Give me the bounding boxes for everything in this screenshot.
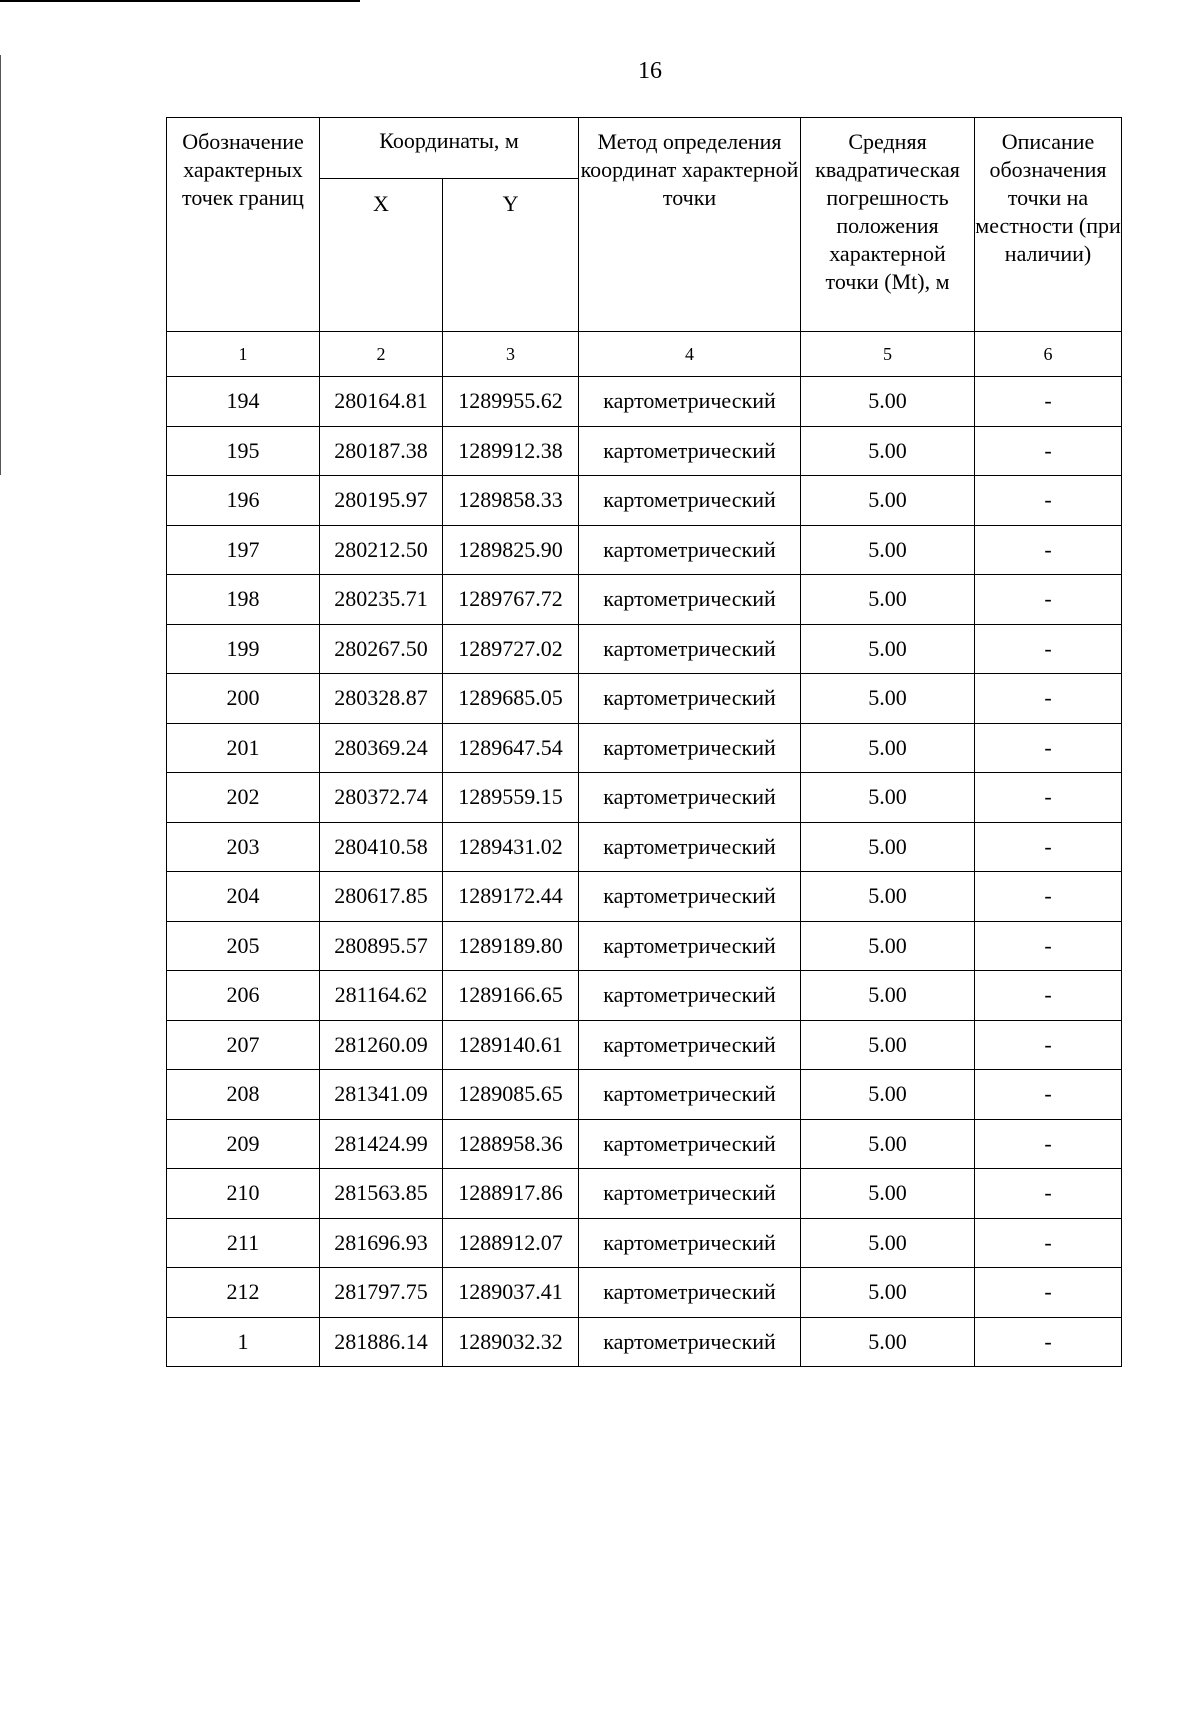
cell-error: 5.00	[801, 1317, 975, 1367]
cell-description: -	[975, 921, 1122, 971]
cell-description: -	[975, 1268, 1122, 1318]
cell-method: картометрический	[579, 971, 801, 1021]
table-row	[167, 921, 1122, 971]
cell-error: 5.00	[801, 624, 975, 674]
cell-y: 1289172.44	[443, 872, 579, 922]
cell-x: 280369.24	[320, 723, 443, 773]
column-number: 2	[320, 332, 443, 377]
cell-x: 280187.38	[320, 426, 443, 476]
header-method: Метод определения координат характерной точки	[579, 118, 801, 332]
cell-point: 208	[167, 1070, 320, 1120]
cell-method: картометрический	[579, 1119, 801, 1169]
table-row	[167, 1317, 1122, 1367]
cell-method: картометрический	[579, 476, 801, 526]
column-number: 1	[167, 332, 320, 377]
cell-error: 5.00	[801, 1070, 975, 1120]
cell-method: картометрический	[579, 624, 801, 674]
cell-point: 1	[167, 1317, 320, 1367]
column-number-row	[167, 332, 1122, 377]
cell-point: 198	[167, 575, 320, 625]
cell-point: 209	[167, 1119, 320, 1169]
table-row	[167, 822, 1122, 872]
scan-edge-left	[0, 55, 1, 475]
cell-x: 281797.75	[320, 1268, 443, 1318]
cell-description: -	[975, 1317, 1122, 1367]
column-number: 4	[579, 332, 801, 377]
cell-description: -	[975, 525, 1122, 575]
cell-description: -	[975, 723, 1122, 773]
table-row	[167, 575, 1122, 625]
cell-description: -	[975, 1070, 1122, 1120]
cell-x: 281341.09	[320, 1070, 443, 1120]
cell-y: 1289037.41	[443, 1268, 579, 1318]
table-row	[167, 1119, 1122, 1169]
cell-method: картометрический	[579, 1020, 801, 1070]
cell-point: 199	[167, 624, 320, 674]
scan-edge-top	[0, 0, 360, 2]
cell-x: 281260.09	[320, 1020, 443, 1070]
cell-method: картометрический	[579, 525, 801, 575]
cell-description: -	[975, 971, 1122, 1021]
column-number: 6	[975, 332, 1122, 377]
cell-point: 197	[167, 525, 320, 575]
cell-method: картометрический	[579, 921, 801, 971]
cell-method: картометрический	[579, 1070, 801, 1120]
cell-y: 1289858.33	[443, 476, 579, 526]
cell-method: картометрический	[579, 1317, 801, 1367]
cell-error: 5.00	[801, 1020, 975, 1070]
cell-description: -	[975, 773, 1122, 823]
cell-description: -	[975, 624, 1122, 674]
cell-x: 281164.62	[320, 971, 443, 1021]
cell-x: 280617.85	[320, 872, 443, 922]
cell-description: -	[975, 872, 1122, 922]
cell-y: 1288917.86	[443, 1169, 579, 1219]
cell-y: 1289431.02	[443, 822, 579, 872]
cell-description: -	[975, 674, 1122, 724]
cell-error: 5.00	[801, 773, 975, 823]
cell-description: -	[975, 1119, 1122, 1169]
cell-method: картометрический	[579, 1169, 801, 1219]
cell-y: 1289727.02	[443, 624, 579, 674]
cell-point: 196	[167, 476, 320, 526]
cell-y: 1289032.32	[443, 1317, 579, 1367]
cell-method: картометрический	[579, 872, 801, 922]
cell-description: -	[975, 822, 1122, 872]
cell-point: 204	[167, 872, 320, 922]
cell-point: 201	[167, 723, 320, 773]
cell-point: 210	[167, 1169, 320, 1219]
cell-y: 1289559.15	[443, 773, 579, 823]
cell-y: 1288958.36	[443, 1119, 579, 1169]
cell-error: 5.00	[801, 426, 975, 476]
table-row	[167, 525, 1122, 575]
cell-description: -	[975, 1169, 1122, 1219]
cell-point: 211	[167, 1218, 320, 1268]
cell-method: картометрический	[579, 773, 801, 823]
table-row	[167, 1169, 1122, 1219]
column-number: 5	[801, 332, 975, 377]
table-row	[167, 872, 1122, 922]
cell-point: 203	[167, 822, 320, 872]
table-row	[167, 476, 1122, 526]
cell-y: 1289140.61	[443, 1020, 579, 1070]
table-row	[167, 773, 1122, 823]
cell-error: 5.00	[801, 1218, 975, 1268]
table-row	[167, 1070, 1122, 1120]
table-row	[167, 624, 1122, 674]
cell-error: 5.00	[801, 872, 975, 922]
cell-error: 5.00	[801, 575, 975, 625]
header-coordinates: Координаты, м	[320, 118, 579, 179]
cell-point: 212	[167, 1268, 320, 1318]
cell-x: 280372.74	[320, 773, 443, 823]
cell-x: 281696.93	[320, 1218, 443, 1268]
cell-error: 5.00	[801, 822, 975, 872]
cell-y: 1289912.38	[443, 426, 579, 476]
cell-point: 207	[167, 1020, 320, 1070]
header-point-designation: Обозначение характерных точек границ	[167, 118, 320, 332]
cell-method: картометрический	[579, 723, 801, 773]
cell-y: 1289647.54	[443, 723, 579, 773]
cell-y: 1289166.65	[443, 971, 579, 1021]
cell-y: 1289767.72	[443, 575, 579, 625]
cell-method: картометрический	[579, 377, 801, 427]
table-body	[167, 377, 1122, 1367]
cell-point: 205	[167, 921, 320, 971]
cell-x: 281886.14	[320, 1317, 443, 1367]
cell-error: 5.00	[801, 921, 975, 971]
cell-method: картометрический	[579, 1268, 801, 1318]
cell-description: -	[975, 426, 1122, 476]
cell-x: 280195.97	[320, 476, 443, 526]
cell-description: -	[975, 1020, 1122, 1070]
table-row	[167, 971, 1122, 1021]
header-error: Средняя квадратическая погрешность положения характерной точки (Mt), м	[801, 118, 975, 332]
cell-error: 5.00	[801, 377, 975, 427]
cell-error: 5.00	[801, 1119, 975, 1169]
cell-point: 200	[167, 674, 320, 724]
cell-x: 281424.99	[320, 1119, 443, 1169]
cell-x: 280410.58	[320, 822, 443, 872]
cell-error: 5.00	[801, 674, 975, 724]
header-y: Y	[443, 179, 579, 332]
cell-error: 5.00	[801, 1268, 975, 1318]
cell-y: 1289955.62	[443, 377, 579, 427]
cell-point: 206	[167, 971, 320, 1021]
table-row	[167, 1268, 1122, 1318]
cell-x: 280895.57	[320, 921, 443, 971]
cell-y: 1289189.80	[443, 921, 579, 971]
cell-y: 1289825.90	[443, 525, 579, 575]
cell-point: 202	[167, 773, 320, 823]
cell-error: 5.00	[801, 525, 975, 575]
cell-error: 5.00	[801, 971, 975, 1021]
cell-method: картометрический	[579, 575, 801, 625]
cell-x: 280235.71	[320, 575, 443, 625]
cell-x: 280212.50	[320, 525, 443, 575]
cell-y: 1288912.07	[443, 1218, 579, 1268]
cell-description: -	[975, 377, 1122, 427]
table-row	[167, 1218, 1122, 1268]
header-x: X	[320, 179, 443, 332]
cell-x: 280164.81	[320, 377, 443, 427]
table-row	[167, 674, 1122, 724]
cell-error: 5.00	[801, 476, 975, 526]
table-row	[167, 723, 1122, 773]
cell-description: -	[975, 476, 1122, 526]
table-row	[167, 426, 1122, 476]
cell-description: -	[975, 575, 1122, 625]
cell-description: -	[975, 1218, 1122, 1268]
cell-method: картометрический	[579, 674, 801, 724]
cell-method: картометрический	[579, 426, 801, 476]
cell-error: 5.00	[801, 1169, 975, 1219]
cell-point: 194	[167, 377, 320, 427]
cell-point: 195	[167, 426, 320, 476]
cell-x: 280267.50	[320, 624, 443, 674]
table-row	[167, 1020, 1122, 1070]
coordinates-table	[166, 117, 1122, 1367]
column-number: 3	[443, 332, 579, 377]
page-number: 16	[638, 58, 662, 84]
cell-x: 281563.85	[320, 1169, 443, 1219]
header-description: Описание обозначения точки на местности (при наличии)	[975, 118, 1122, 332]
table-row	[167, 377, 1122, 427]
cell-method: картометрический	[579, 1218, 801, 1268]
cell-x: 280328.87	[320, 674, 443, 724]
cell-method: картометрический	[579, 822, 801, 872]
cell-y: 1289085.65	[443, 1070, 579, 1120]
cell-y: 1289685.05	[443, 674, 579, 724]
cell-error: 5.00	[801, 723, 975, 773]
